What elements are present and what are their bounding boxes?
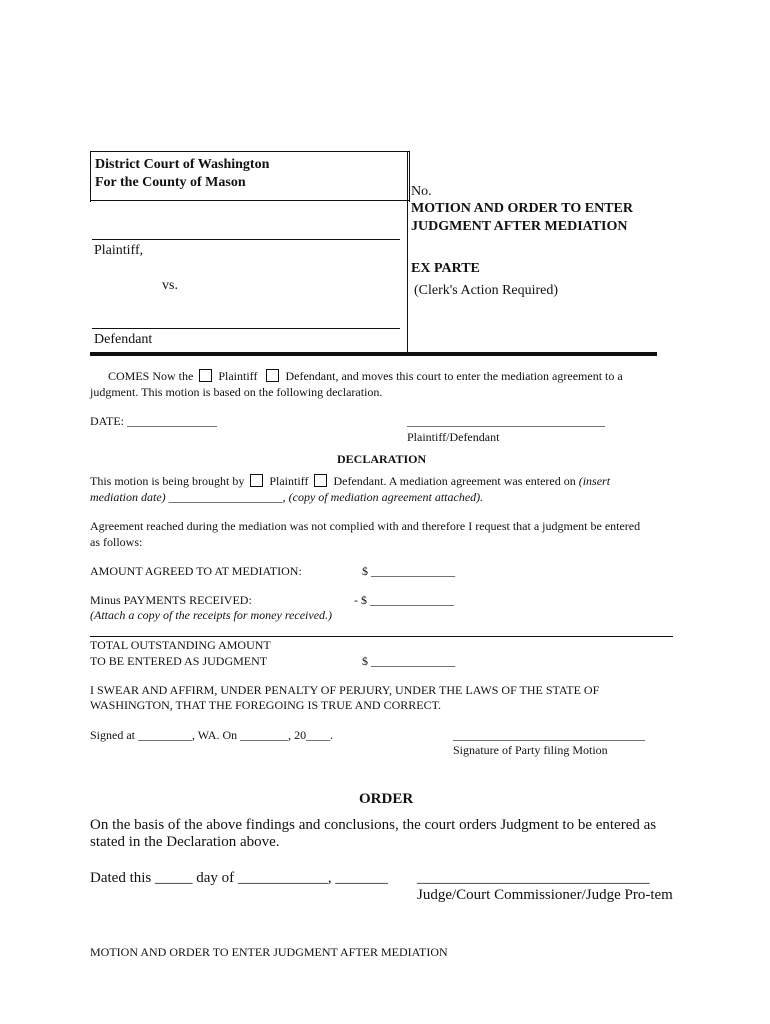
page-footer: MOTION AND ORDER TO ENTER JUDGMENT AFTER MEDIATION	[90, 945, 448, 959]
order-heading: ORDER	[359, 791, 414, 807]
caption-box-bottom	[90, 200, 410, 201]
total-outstanding-label1: TOTAL OUTSTANDING AMOUNT	[90, 638, 271, 652]
declaration-defendant-text: Defendant. A mediation agreement was entered on	[333, 474, 576, 488]
caption-thick-rule	[90, 352, 657, 356]
total-outstanding-value: $ ______________	[362, 654, 455, 668]
caption-vertical-divider	[407, 151, 408, 353]
vs-label: vs.	[162, 278, 178, 293]
plaintiff-checkbox[interactable]	[199, 369, 212, 382]
defendant-checkbox[interactable]	[266, 369, 279, 382]
total-outstanding-label2: TO BE ENTERED AS JUDGMENT	[90, 654, 268, 668]
court-name: District Court of Washington	[95, 157, 270, 172]
mediation-date-line	[90, 490, 483, 505]
case-number-label: No.	[411, 184, 432, 199]
payments-received-value: - $ ______________	[354, 593, 454, 607]
document-title-line2: JUDGMENT AFTER MEDIATION	[411, 219, 628, 234]
declaration-plaintiff-label: Plaintiff	[269, 474, 309, 488]
dated-this-line: Dated this _____ day of ____________, _______	[90, 870, 388, 886]
motion-signature-line: _________________________________	[407, 414, 605, 428]
agreement-text-line2: as follows:	[90, 535, 143, 549]
defendant-option-label: Defendant, and moves this court to enter the mediation agreement to a	[285, 369, 623, 383]
motion-basis-text: judgment. This motion is based on the following declaration.	[90, 385, 383, 399]
judge-signature-line: _______________________________	[417, 870, 650, 886]
agreement-text-line1: Agreement reached during the mediation was not complied with and therefore I request that a judgment be entered	[90, 519, 641, 533]
totals-divider	[90, 636, 673, 637]
mediation-date-blank: ___________________,	[168, 490, 286, 504]
party-signature-label: Signature of Party filing Motion	[453, 743, 608, 757]
signed-at-line: Signed at _________, WA. On ________, 20____.	[90, 728, 334, 742]
clerk-action-note: (Clerk's Action Required)	[414, 283, 559, 298]
amount-agreed-label: AMOUNT AGREED TO AT MEDIATION:	[90, 564, 302, 578]
document-title-line1: MOTION AND ORDER TO ENTER	[411, 201, 633, 216]
declaration-defendant-checkbox[interactable]	[314, 474, 327, 487]
payments-received-label: Minus PAYMENTS RECEIVED:	[90, 593, 252, 607]
comes-now-line	[108, 369, 623, 384]
court-county: For the County of Mason	[95, 175, 246, 190]
defendant-name-line	[92, 328, 400, 329]
swear-affirm-line1: I SWEAR AND AFFIRM, UNDER PENALTY OF PERJURY, UNDER THE LAWS OF THE STATE OF	[90, 683, 600, 697]
plaintiff-label: Plaintiff,	[94, 243, 144, 258]
mediation-date-note: mediation date)	[90, 490, 166, 504]
receipts-note: (Attach a copy of the receipts for money received.)	[90, 608, 333, 622]
amount-agreed-value: $ ______________	[362, 564, 455, 578]
motion-signature-label: Plaintiff/Defendant	[407, 430, 500, 444]
comes-now-prefix: COMES Now the	[108, 369, 194, 383]
declaration-plaintiff-checkbox[interactable]	[250, 474, 263, 487]
party-signature-line: ________________________________	[453, 728, 645, 742]
motion-date-field: DATE: _______________	[90, 414, 217, 428]
judge-signature-label: Judge/Court Commissioner/Judge Pro-tem	[417, 887, 673, 903]
swear-affirm-line2: WASHINGTON, THAT THE FOREGOING IS TRUE AND CORRECT.	[90, 698, 442, 712]
order-body-line1: On the basis of the above findings and conclusions, the court orders Judgment to be entered as	[90, 817, 657, 833]
agreement-attached-note: (copy of mediation agreement attached).	[288, 490, 484, 504]
defendant-label: Defendant	[94, 332, 153, 347]
brought-by-line	[90, 474, 610, 489]
ex-parte-label: EX PARTE	[411, 261, 480, 276]
order-body-line2: stated in the Declaration above.	[90, 834, 280, 850]
brought-by-text: This motion is being brought by	[90, 474, 245, 488]
declaration-heading: DECLARATION	[337, 452, 427, 466]
insert-date-note: (insert	[578, 474, 611, 488]
plaintiff-name-line	[92, 239, 400, 240]
plaintiff-option-label: Plaintiff	[218, 369, 258, 383]
